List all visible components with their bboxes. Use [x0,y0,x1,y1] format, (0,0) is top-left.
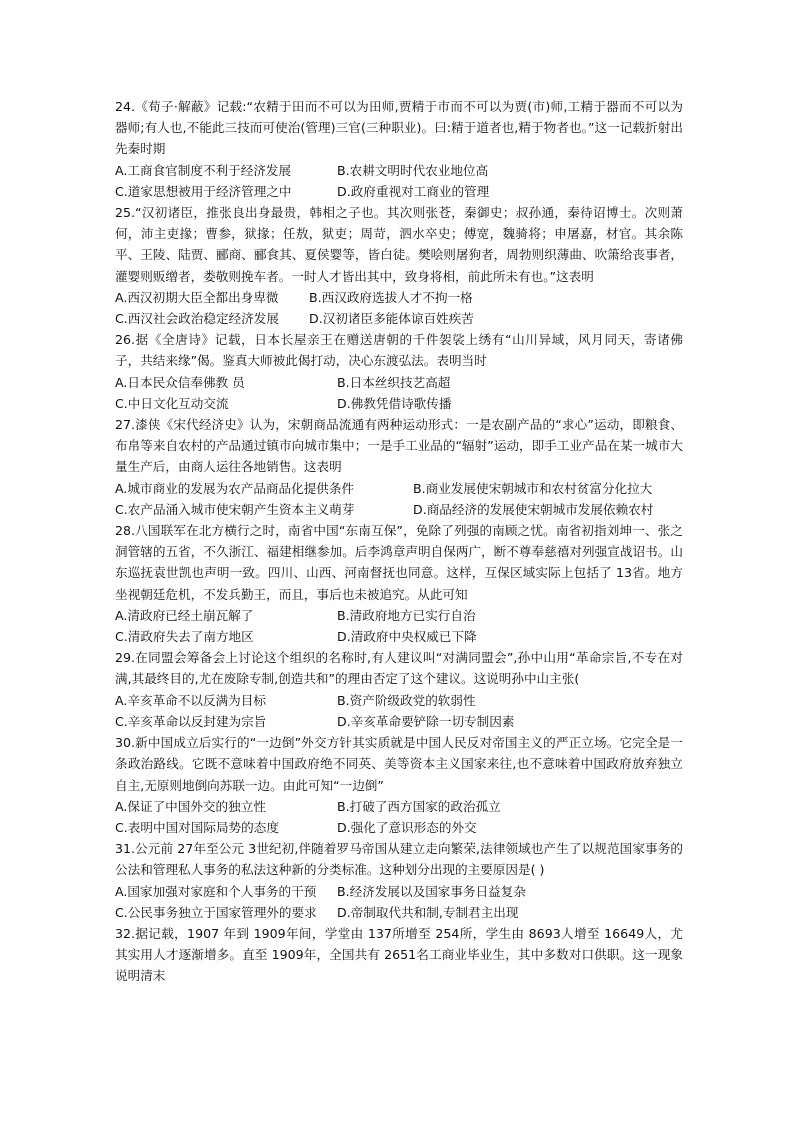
option-a[interactable]: A.工商食官制度不利于经济发展 [115,162,292,178]
option-b[interactable]: B.商业发展使宋朝城市和农村贫富分化拉大 [413,480,653,496]
question-stem: 32.据记载，1907 年到 1909年间，学堂由 137所增至 254所，学生由 8693人增至 16649人，尤其实用人才逐渐增多。直至 1909年，全国共有 2651名工商业毕业生，其中多数对口供职。这一现象说明清末 [115,925,683,984]
option-b[interactable]: B.清政府地方已实行自治 [337,607,476,623]
question-31 [115,838,683,923]
question-28 [115,520,683,647]
option-c[interactable]: C.清政府失去了南方地区 [115,629,254,645]
answer-options [115,690,683,732]
question-stem: 28.八国联军在北方横行之时，南省中国“东南互保”，免除了列强的南顾之忧。南省初指刘坤一、张之洞管辖的五省，不久浙江、福建相继参加。后李鸿章声明自保两广，断不尊奉慈禧对列强宣战诏书。山东巡抚袁世凯也声明一致。四川、山西、河南督抚也同意。这样，互保区域实际上包括了 13省。地方坐视朝廷危机，不发兵勤王，而且，事后也未被追究。从此可知 [115,523,683,602]
option-b[interactable]: B.打破了西方国家的政治孤立 [337,798,501,814]
option-d[interactable]: D.佛教凭借诗歌传播 [337,395,452,411]
answer-options [115,160,683,202]
option-c[interactable]: C.农产品涌入城市使宋朝产生资本主义萌芽 [115,501,355,517]
answer-options [115,478,683,520]
option-b[interactable]: B.西汉政府选拔人才不拘一格 [309,289,473,305]
option-d[interactable]: D.商品经济的发展使宋朝城市发展依赖农村 [413,501,654,517]
option-a[interactable]: A.日本民众信奉佛教 员 [115,374,245,390]
question-24 [115,96,683,202]
option-a[interactable]: A.国家加强对家庭和个人事务的干预 [115,883,317,899]
option-c[interactable]: C.道家思想被用于经济管理之中 [115,183,292,199]
option-a[interactable]: A.保证了中国外交的独立性 [115,798,266,814]
answer-options [115,881,683,923]
option-c[interactable]: C.表明中国对国际局势的态度 [115,819,279,835]
option-c[interactable]: C.辛亥革命以反封建为宗旨 [115,713,267,729]
option-b[interactable]: B.资产阶级政党的软弱性 [337,692,476,708]
question-stem: 24.《荀子·解蔽》记载:“农精于田而不可以为田师,贾精于市而不可以为贾(市)师,工精于器而不可以为器师;有人也,不能此三技而可使治(管理)三官(三种职业)。曰:精于道者也,精于物者也。”这一记载折射出先秦时期 [115,99,683,157]
question-30 [115,732,683,838]
option-a[interactable]: A.辛亥革命不以反满为目标 [115,692,266,708]
question-stem: 27.漆侠《宋代经济史》认为，宋朝商品流通有两种运动形式：一是农副产品的“求心”运动，即粮食、布帛等来自农村的产品通过镇市向城市集中；一是手工业品的“辐射”运动，即手工业产品在某一城市大量生产后，由商人运往各地销售。这表明 [115,417,683,475]
question-stem: 26.据《全唐诗》记载，日本长屋亲王在赠送唐朝的千件袈裟上绣有“山川异域，风月同天，寄诸佛子，共结来缘”偈。鉴真大师被此偈打动，决心东渡弘法。表明当时 [115,332,683,369]
option-a[interactable]: A.西汉初期大臣全都出身卑微 [115,289,279,305]
answer-options [115,372,683,414]
question-29 [115,647,683,732]
answer-options [115,287,683,329]
option-b[interactable]: B.日本丝织技艺高超 [337,374,451,390]
answer-options [115,796,683,838]
option-c[interactable]: C.公民事务独立于国家管理外的要求 [115,904,317,920]
option-b[interactable]: B.农耕文明时代农业地位高 [337,162,489,178]
option-c[interactable]: C.中日文化互动交流 [115,395,229,411]
option-a[interactable]: A.清政府已经土崩瓦解了 [115,607,254,623]
answer-options [115,605,683,647]
option-d[interactable]: D.辛亥革命要铲除一切专制因素 [337,713,515,729]
exam-document [115,96,683,987]
question-stem: 25.“汉初诸臣，推张良出身最贵，韩相之子也。其次则张苍，秦御史；叔孙通，秦待诏博士。次则萧何，沛主吏掾；曹参，狱掾；任敖，狱吏；周苛，泗水卒史；傅宽，魏骑将；申屠嘉，材官。其余陈平、王陵、陆贾、郦商、郦食其、夏侯婴等，皆白徒。樊哙则屠狗者，周勃则织薄曲、吹箫给丧事者，灌婴则贩缯者，娄敬则挽车者。一时人才皆出其中，致身将相，前此所未有也。”这表明 [115,205,683,284]
option-a[interactable]: A.城市商业的发展为农产品商品化提供条件 [115,480,355,496]
question-stem: 30.新中国成立后实行的“一边倒”外交方针其实质就是中国人民反对帝国主义的严正立场。它完全是一条政治路线。它既不意味着中国政府绝不同英、美等资本主义国家来往,也不意味着中国政府放弃独立自主,无原则地倒向苏联一边。由此可知“一边倒” [115,735,683,793]
option-d[interactable]: D.帝制取代共和制,专制君主出现 [337,904,519,920]
question-27 [115,414,683,520]
option-d[interactable]: D.汉初诸臣多能体谅百姓疾苦 [309,311,474,327]
option-d[interactable]: D.强化了意识形态的外交 [337,819,477,835]
option-d[interactable]: D.政府重视对工商业的管理 [337,183,490,199]
question-25 [115,202,683,329]
question-stem: 29.在同盟会筹备会上讨论这个组织的名称时,有人建议叫“对满同盟会”,孙中山用“革命宗旨,不专在对满,其最终目的,尤在废除专制,创造共和”的理由否定了这个建议。这说明孙中山主张( [115,650,683,687]
option-b[interactable]: B.经济发展以及国家事务日益复杂 [337,883,526,899]
question-32 [115,923,683,987]
question-26 [115,329,683,414]
option-d[interactable]: D.清政府中央权威已下降 [337,629,477,645]
question-stem: 31.公元前 27年至公元 3世纪初,伴随着罗马帝国从建立走向繁荣,法律领域也产生了以规范国家事务的公法和管理私人事务的私法这种新的分类标准。这种划分出现的主要原因是( ) [115,841,683,878]
option-c[interactable]: C.西汉社会政治稳定经济发展 [115,311,279,327]
